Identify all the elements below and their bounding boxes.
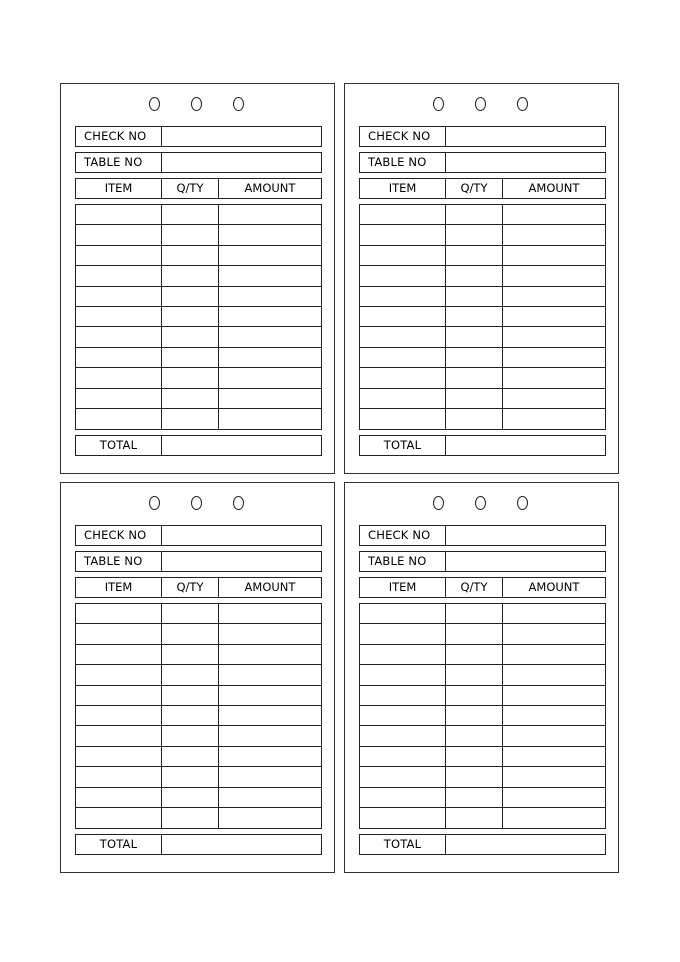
guest-check-sheet (60, 83, 335, 474)
table-row (76, 266, 321, 286)
qty-cell[interactable] (162, 645, 219, 664)
check-no-label: CHECK NO (76, 127, 162, 146)
qty-cell[interactable] (446, 665, 503, 684)
item-cell[interactable] (76, 348, 162, 367)
item-cell[interactable] (360, 389, 446, 408)
item-cell[interactable] (360, 409, 446, 429)
table-row (76, 307, 321, 327)
qty-cell[interactable] (446, 624, 503, 643)
punch-hole-icon (233, 496, 244, 510)
amount-column-header: AMOUNT (244, 580, 296, 594)
item-column-header: ITEM (360, 578, 446, 597)
total-field (75, 834, 322, 855)
qty-cell[interactable] (162, 225, 219, 244)
item-table (359, 603, 606, 829)
amount-cell[interactable] (503, 409, 605, 429)
table-no-label: TABLE NO (360, 552, 446, 571)
amount-cell[interactable] (219, 327, 321, 346)
amount-cell[interactable] (503, 225, 605, 244)
amount-cell[interactable] (219, 686, 321, 705)
qty-cell[interactable] (446, 205, 503, 224)
table-row (360, 767, 605, 787)
total-field (359, 834, 606, 855)
punch-hole-icon (433, 496, 444, 510)
item-cell[interactable] (360, 686, 446, 705)
amount-cell[interactable] (219, 389, 321, 408)
amount-cell[interactable] (219, 307, 321, 326)
amount-cell[interactable] (503, 686, 605, 705)
table-row (76, 645, 321, 665)
item-cell[interactable] (76, 225, 162, 244)
item-cell[interactable] (360, 665, 446, 684)
punch-hole-icon (475, 97, 486, 111)
total-label: TOTAL (360, 835, 446, 854)
qty-cell[interactable] (446, 266, 503, 285)
item-cell[interactable] (360, 307, 446, 326)
item-cell[interactable] (76, 604, 162, 623)
total-label: TOTAL (76, 835, 162, 854)
table-row (76, 348, 321, 368)
qty-cell[interactable] (446, 246, 503, 265)
qty-cell[interactable] (446, 225, 503, 244)
table-row (360, 747, 605, 767)
item-cell[interactable] (360, 348, 446, 367)
amount-column-header: AMOUNT (244, 181, 296, 195)
punch-hole-icon (517, 97, 528, 111)
qty-cell[interactable] (446, 389, 503, 408)
item-cell[interactable] (360, 205, 446, 224)
punch-hole-icon (233, 97, 244, 111)
table-row (76, 246, 321, 266)
check-no-field (359, 126, 606, 147)
amount-cell[interactable] (503, 205, 605, 224)
item-table (75, 603, 322, 829)
table-row (360, 808, 605, 828)
qty-cell[interactable] (162, 726, 219, 745)
table-row (76, 767, 321, 787)
guest-check-sheet (344, 83, 619, 474)
amount-cell[interactable] (503, 348, 605, 367)
punch-hole-icon (149, 97, 160, 111)
amount-cell[interactable] (219, 266, 321, 285)
item-table (359, 204, 606, 430)
qty-cell[interactable] (162, 767, 219, 786)
item-cell[interactable] (76, 706, 162, 725)
amount-cell[interactable] (219, 604, 321, 623)
qty-cell[interactable] (446, 767, 503, 786)
qty-cell[interactable] (162, 205, 219, 224)
check-no-field (75, 126, 322, 147)
amount-cell[interactable] (503, 624, 605, 643)
item-table-header (359, 178, 606, 199)
item-cell[interactable] (76, 747, 162, 766)
qty-cell[interactable] (446, 686, 503, 705)
table-row (360, 246, 605, 266)
qty-cell[interactable] (446, 788, 503, 807)
table-row (76, 788, 321, 808)
item-cell[interactable] (360, 788, 446, 807)
table-row (360, 327, 605, 347)
punch-hole-icon (149, 496, 160, 510)
table-row (76, 686, 321, 706)
amount-cell[interactable] (219, 409, 321, 429)
total-value[interactable] (162, 835, 321, 854)
check-no-value[interactable] (446, 526, 605, 545)
guest-check-sheet (60, 482, 335, 873)
punch-hole-icon (191, 97, 202, 111)
qty-column-header: Q/TY (446, 179, 503, 198)
table-no-value[interactable] (162, 153, 321, 172)
table-row (76, 225, 321, 245)
total-value[interactable] (446, 436, 605, 455)
amount-cell[interactable] (503, 788, 605, 807)
qty-cell[interactable] (162, 266, 219, 285)
table-row (360, 225, 605, 245)
table-row (76, 665, 321, 685)
amount-column-header: AMOUNT (528, 580, 580, 594)
item-cell[interactable] (76, 287, 162, 306)
amount-cell[interactable] (219, 808, 321, 828)
table-no-field (75, 551, 322, 572)
qty-cell[interactable] (446, 409, 503, 429)
item-column-header: ITEM (76, 578, 162, 597)
table-row (76, 389, 321, 409)
check-no-value[interactable] (162, 127, 321, 146)
amount-cell[interactable] (503, 747, 605, 766)
qty-cell[interactable] (162, 287, 219, 306)
item-cell[interactable] (76, 645, 162, 664)
table-row (360, 645, 605, 665)
qty-cell[interactable] (162, 368, 219, 387)
item-cell[interactable] (360, 767, 446, 786)
table-row (360, 307, 605, 327)
amount-cell[interactable] (503, 266, 605, 285)
qty-cell[interactable] (162, 348, 219, 367)
table-row (76, 327, 321, 347)
amount-cell[interactable] (503, 287, 605, 306)
punch-hole-icon (517, 496, 528, 510)
amount-cell[interactable] (219, 225, 321, 244)
item-cell[interactable] (360, 604, 446, 623)
item-cell[interactable] (360, 645, 446, 664)
total-label: TOTAL (360, 436, 446, 455)
amount-cell[interactable] (219, 368, 321, 387)
item-cell[interactable] (360, 287, 446, 306)
table-row (76, 808, 321, 828)
table-row (360, 348, 605, 368)
amount-cell[interactable] (219, 624, 321, 643)
table-row (360, 266, 605, 286)
item-table-header (75, 178, 322, 199)
table-row (360, 706, 605, 726)
qty-column-header: Q/TY (162, 578, 219, 597)
amount-cell[interactable] (503, 389, 605, 408)
amount-cell[interactable] (219, 747, 321, 766)
amount-cell[interactable] (219, 665, 321, 684)
item-cell[interactable] (76, 788, 162, 807)
qty-cell[interactable] (162, 604, 219, 623)
item-cell[interactable] (76, 246, 162, 265)
table-row (360, 287, 605, 307)
qty-column-header: Q/TY (446, 578, 503, 597)
item-cell[interactable] (76, 767, 162, 786)
table-row (76, 368, 321, 388)
qty-cell[interactable] (162, 624, 219, 643)
check-no-label: CHECK NO (360, 526, 446, 545)
item-cell[interactable] (76, 368, 162, 387)
item-column-header: ITEM (360, 179, 446, 198)
item-cell[interactable] (76, 808, 162, 828)
amount-cell[interactable] (503, 706, 605, 725)
item-cell[interactable] (76, 307, 162, 326)
amount-cell[interactable] (219, 767, 321, 786)
check-no-field (359, 525, 606, 546)
qty-cell[interactable] (162, 747, 219, 766)
table-row (360, 205, 605, 225)
qty-cell[interactable] (446, 287, 503, 306)
table-no-field (75, 152, 322, 173)
table-row (360, 389, 605, 409)
table-no-field (359, 152, 606, 173)
qty-cell[interactable] (162, 409, 219, 429)
item-column-header: ITEM (76, 179, 162, 198)
table-row (360, 686, 605, 706)
item-cell[interactable] (76, 327, 162, 346)
item-cell[interactable] (360, 624, 446, 643)
qty-cell[interactable] (446, 368, 503, 387)
amount-cell[interactable] (219, 348, 321, 367)
qty-cell[interactable] (162, 389, 219, 408)
item-cell[interactable] (360, 706, 446, 725)
check-no-label: CHECK NO (360, 127, 446, 146)
item-table-header (75, 577, 322, 598)
qty-cell[interactable] (162, 327, 219, 346)
table-no-label: TABLE NO (76, 552, 162, 571)
qty-cell[interactable] (162, 808, 219, 828)
amount-cell[interactable] (219, 726, 321, 745)
item-cell[interactable] (76, 624, 162, 643)
amount-cell[interactable] (503, 246, 605, 265)
table-row (76, 726, 321, 746)
amount-cell[interactable] (503, 808, 605, 828)
table-row (76, 409, 321, 429)
item-cell[interactable] (360, 266, 446, 285)
qty-cell[interactable] (446, 307, 503, 326)
amount-cell[interactable] (503, 767, 605, 786)
punch-holes (345, 496, 618, 512)
total-label: TOTAL (76, 436, 162, 455)
item-cell[interactable] (360, 327, 446, 346)
table-no-value[interactable] (162, 552, 321, 571)
total-value[interactable] (162, 436, 321, 455)
table-row (360, 665, 605, 685)
table-row (360, 788, 605, 808)
amount-cell[interactable] (503, 307, 605, 326)
amount-cell[interactable] (503, 726, 605, 745)
amount-cell[interactable] (503, 604, 605, 623)
punch-holes (61, 496, 334, 512)
punch-holes (61, 97, 334, 113)
item-cell[interactable] (76, 726, 162, 745)
qty-cell[interactable] (162, 686, 219, 705)
table-no-label: TABLE NO (76, 153, 162, 172)
amount-cell[interactable] (503, 645, 605, 664)
amount-cell[interactable] (503, 665, 605, 684)
amount-cell[interactable] (219, 788, 321, 807)
qty-cell[interactable] (446, 645, 503, 664)
table-row (360, 409, 605, 429)
item-cell[interactable] (360, 808, 446, 828)
item-cell[interactable] (360, 246, 446, 265)
item-cell[interactable] (76, 409, 162, 429)
qty-cell[interactable] (446, 327, 503, 346)
item-cell[interactable] (76, 389, 162, 408)
amount-column-header: AMOUNT (528, 181, 580, 195)
guest-check-sheet (344, 482, 619, 873)
qty-cell[interactable] (446, 747, 503, 766)
item-cell[interactable] (76, 266, 162, 285)
item-table-header (359, 577, 606, 598)
qty-cell[interactable] (446, 808, 503, 828)
amount-cell[interactable] (219, 246, 321, 265)
table-row (360, 368, 605, 388)
total-field (75, 435, 322, 456)
item-cell[interactable] (360, 747, 446, 766)
amount-cell[interactable] (503, 368, 605, 387)
qty-cell[interactable] (446, 726, 503, 745)
total-value[interactable] (446, 835, 605, 854)
qty-cell[interactable] (162, 307, 219, 326)
table-row (76, 747, 321, 767)
table-no-field (359, 551, 606, 572)
table-row (360, 624, 605, 644)
punch-hole-icon (475, 496, 486, 510)
qty-cell[interactable] (446, 706, 503, 725)
table-no-value[interactable] (446, 153, 605, 172)
qty-cell[interactable] (162, 246, 219, 265)
amount-cell[interactable] (503, 327, 605, 346)
punch-holes (345, 97, 618, 113)
check-no-label: CHECK NO (76, 526, 162, 545)
punch-hole-icon (191, 496, 202, 510)
qty-cell[interactable] (162, 788, 219, 807)
punch-hole-icon (433, 97, 444, 111)
table-no-label: TABLE NO (360, 153, 446, 172)
check-no-value[interactable] (162, 526, 321, 545)
qty-cell[interactable] (446, 604, 503, 623)
qty-column-header: Q/TY (162, 179, 219, 198)
item-cell[interactable] (76, 205, 162, 224)
check-no-field (75, 525, 322, 546)
check-no-value[interactable] (446, 127, 605, 146)
total-field (359, 435, 606, 456)
item-cell[interactable] (360, 368, 446, 387)
amount-cell[interactable] (219, 706, 321, 725)
item-cell[interactable] (76, 665, 162, 684)
qty-cell[interactable] (162, 706, 219, 725)
table-row (76, 604, 321, 624)
table-row (360, 726, 605, 746)
table-row (76, 205, 321, 225)
qty-cell[interactable] (162, 665, 219, 684)
qty-cell[interactable] (446, 348, 503, 367)
table-row (76, 706, 321, 726)
item-cell[interactable] (76, 686, 162, 705)
item-cell[interactable] (360, 225, 446, 244)
amount-cell[interactable] (219, 645, 321, 664)
item-cell[interactable] (360, 726, 446, 745)
item-table (75, 204, 322, 430)
table-row (76, 624, 321, 644)
amount-cell[interactable] (219, 287, 321, 306)
table-row (360, 604, 605, 624)
table-no-value[interactable] (446, 552, 605, 571)
table-row (76, 287, 321, 307)
amount-cell[interactable] (219, 205, 321, 224)
